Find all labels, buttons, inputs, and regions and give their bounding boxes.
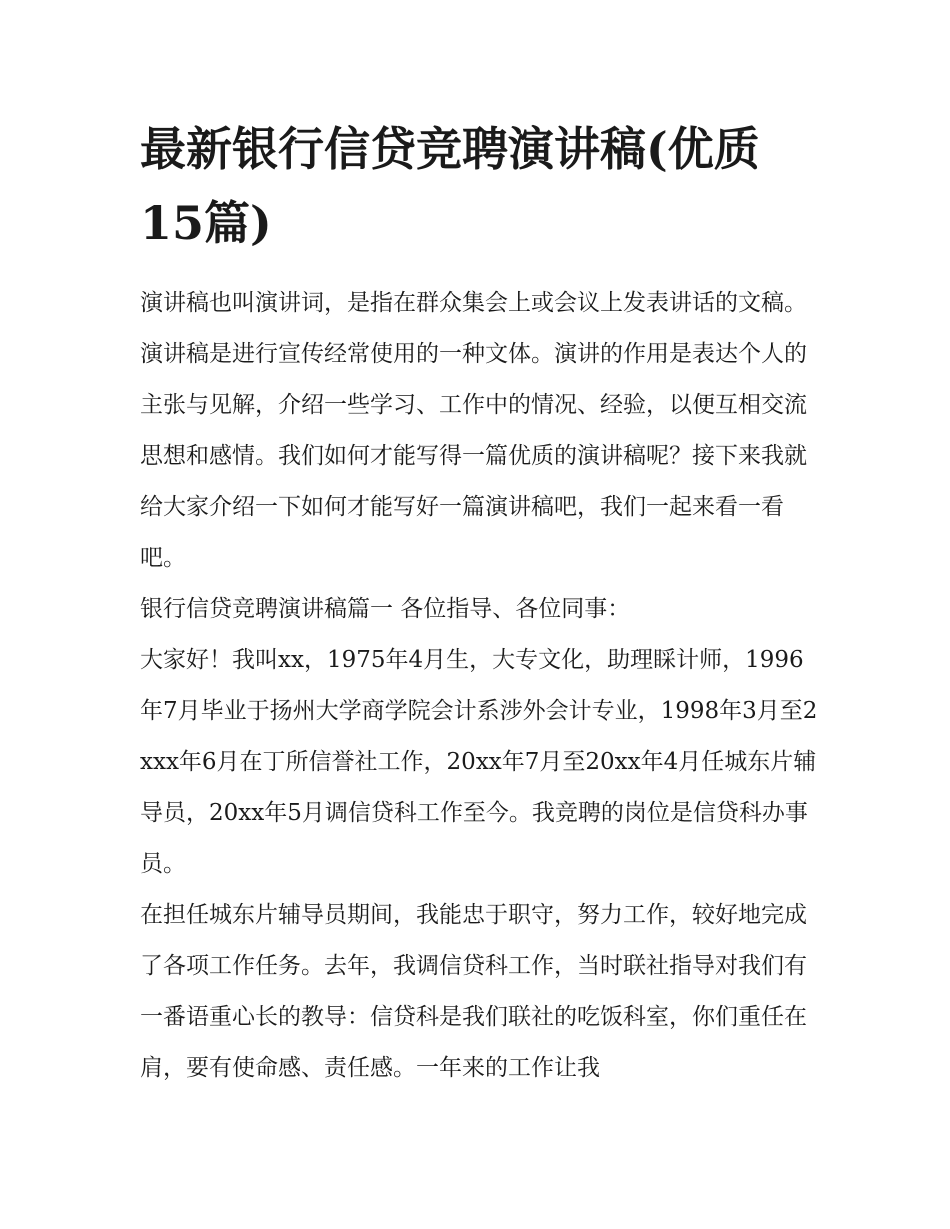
paragraph-intro: 演讲稿也叫演讲词，是指在群众集会上或会议上发表讲话的文稿。演讲稿是进行宣传经常使用的一种文体。演讲的作用是表达个人的主张与见解，介绍一些学习、工作中的情况、经验，以便互相交流思想和感情。我们如何才能写得一篇优质的演讲稿呢？接下来我就给大家介绍一下如何才能写好一篇演讲稿吧，我们一起来看一看吧。 xyxy=(140,290,807,571)
paragraph-self-introduction: 大家好！我叫xx，1975年4月生，大专文化，助理睬计师，1996年7月毕业于扬州大学商学院会计系涉外会计专业，1998年3月至2xxx年6月在丁所信誉社工作，20xx年7月至20xx年4月任城东片辅导员，20xx年5月调信贷科工作至今。我竞聘的岗位是信贷科办事员。 xyxy=(140,647,818,877)
paragraph-section-heading: 银行信贷竞聘演讲稿篇一 各位指导、各位同事： xyxy=(140,596,631,622)
document-title: 最新银行信贷竞聘演讲稿(优质15篇) xyxy=(140,122,760,250)
document-body xyxy=(140,112,820,1094)
paragraph-work-experience: 在担任城东片辅导员期间，我能忠于职守，努力工作，较好地完成了各项工作任务。去年，我调信贷科工作，当时联社指导对我们有一番语重心长的教导：信贷科是我们联社的吃饭科室，你们重任在肩，要有使命感、责任感。一年来的工作让我 xyxy=(140,902,807,1081)
